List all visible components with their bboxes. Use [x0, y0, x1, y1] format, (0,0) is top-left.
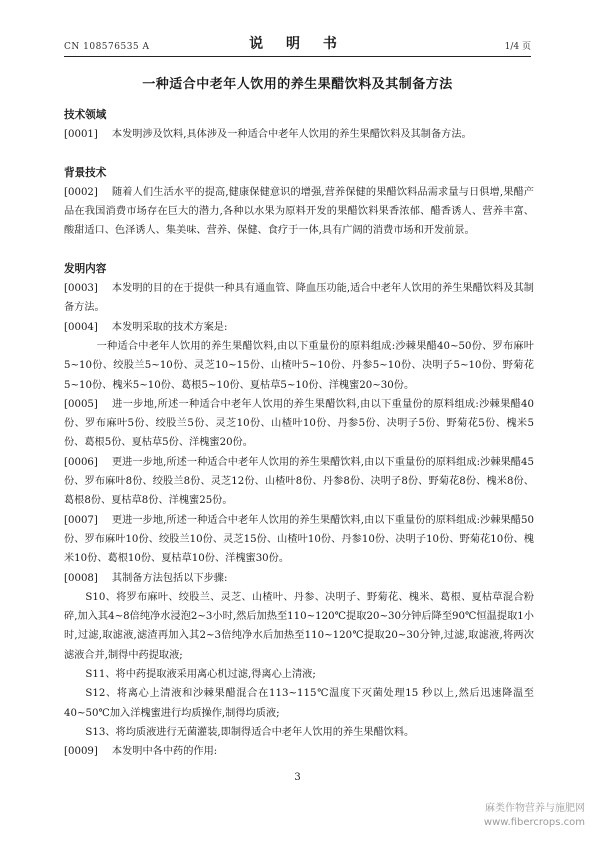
watermark-url: www.fibercrops.com [483, 817, 585, 828]
section-gap [64, 145, 534, 164]
document-body [64, 106, 534, 762]
watermark [484, 802, 585, 830]
paragraph-0005 [64, 395, 534, 453]
paragraph-number: [0004] [64, 321, 98, 333]
paragraph-0004 [64, 318, 534, 337]
paragraph-number: [0008] [64, 572, 98, 584]
paragraph-0007 [64, 511, 534, 569]
document-number: CN 108576535 A [64, 42, 150, 52]
document-title: 一种适合中老年人饮用的养生果醋饮料及其制备方法 [142, 77, 453, 92]
step-s13: S13、将均质液进行无菌灌装,即制得适合中老年人饮用的养生果醋饮料。 [85, 726, 415, 738]
section-heading-content: 发明内容 [64, 262, 107, 275]
paragraph-text: 本发明采取的技术方案是: [111, 321, 228, 333]
paragraph-text: 进一步地,所述一种适合中老年人饮用的养生果醋饮料,由以下重量份的原料组成:沙棘果醋40份、罗布麻叶5份、绞股兰5份、灵芝10份、山楂叶10份、丹参5份、决明子5份、野菊花5份、槐米5份、葛根5份、夏枯草5份、洋槐蜜20份。 [64, 398, 534, 449]
paragraph-text: 更进一步地,所述一种适合中老年人饮用的养生果醋饮料,由以下重量份的原料组成:沙棘果醋50份、罗布麻叶10份、绞股兰10份、灵芝15份、山楂叶10份、丹参10份、决明子10份、野菊花10份、槐米10份、葛根10份、夏枯草10份、洋槐蜜30份。 [64, 514, 534, 565]
paragraph-0008 [64, 569, 534, 588]
page-header [64, 30, 531, 56]
step-s11: S11、将中药提取液采用离心机过滤,得离心上清液; [85, 669, 316, 681]
watermark-site-name: 麻类作物营养与施肥网 [485, 803, 585, 814]
header-rule [64, 56, 531, 57]
page-number: 3 [294, 772, 301, 783]
paragraph-0001 [64, 125, 534, 144]
paragraph-number: [0001] [64, 129, 98, 141]
paragraph-0003 [64, 279, 534, 318]
paragraph-0006 [64, 453, 534, 511]
paragraph-text: 更进一步地,所述一种适合中老年人饮用的养生果醋饮料,由以下重量份的原料组成:沙棘果醋45份、罗布麻叶8份、绞股兰8份、灵芝12份、山楂叶8份、丹参8份、决明子8份、野菊花8份、槐米8份、葛根8份、夏枯草8份、洋槐蜜25份。 [64, 456, 534, 507]
step-s10: S10、将罗布麻叶、绞股兰、灵芝、山楂叶、丹参、决明子、野菊花、槐米、葛根、夏枯草混合粉碎,加入其4~8倍纯净水浸泡2~3小时,然后加热至110~120℃提取20~30分钟后降至90℃恒温提取1小时,过滤,取滤液,滤渣再加入其2~3倍纯净水后加热至110~120℃提取20~30分钟,过滤,取滤液,将两次滤液合并,制得中药提取液; [64, 591, 534, 661]
paragraph-text: 其制备方法包括以下步骤: [111, 572, 228, 584]
section-gap [64, 241, 534, 260]
paragraph-text: 随着人们生活水平的提高,健康保健意识的增强,营养保健的果醋饮料品需求量与日俱增,果醋产品在我国消费市场存在巨大的潜力,各种以水果为原料开发的果醋饮料果香浓郁、醋香诱人、营养丰富、酸甜适口、色泽诱人、集美味、营养、保健、食疗于一体,具有广阔的消费市场和开发前景。 [64, 186, 534, 237]
page-info: 1/4 页 [504, 42, 531, 52]
paragraph-text: 本发明的目的在于提供一种具有通血管、降血压功能,适合中老年人饮用的养生果醋饮料及其制备方法。 [64, 283, 534, 314]
paragraph-number: [0003] [64, 283, 98, 295]
paragraph-0004-formula: 一种适合中老年人饮用的养生果醋饮料,由以下重量份的原料组成:沙棘果醋40~50份、罗布麻叶5~10份、绞股兰5~10份、灵芝10~15份、山楂叶5~10份、丹参5~10份、决明子5~10份、野菊花5~10份、槐米5~10份、葛根5~10份、夏枯草5~10份、洋槐蜜20~30份。 [64, 340, 534, 391]
step-s12: S12、将离心上清液和沙棘果醋混合在113~115℃温度下灭菌处理15 秒以上,然后迅速降温至40~50℃加入洋槐蜜进行均质操作,制得均质液; [64, 688, 534, 719]
document-type-label: 说 明 书 [249, 36, 346, 52]
section-heading-field: 技术领域 [64, 109, 107, 121]
paragraph-number: [0002] [64, 186, 98, 198]
paragraph-text: 本发明中各中药的作用: [111, 746, 218, 758]
paragraph-text: 本发明涉及饮料,具体涉及一种适合中老年人饮用的养生果醋饮料及其制备方法。 [111, 129, 472, 141]
paragraph-number: [0006] [64, 456, 98, 468]
paragraph-number: [0005] [64, 398, 98, 410]
paragraph-0009 [64, 742, 534, 761]
section-heading-background: 背景技术 [64, 166, 107, 179]
paragraph-0002 [64, 183, 534, 241]
paragraph-number: [0007] [64, 514, 98, 526]
paragraph-number: [0009] [64, 746, 98, 758]
